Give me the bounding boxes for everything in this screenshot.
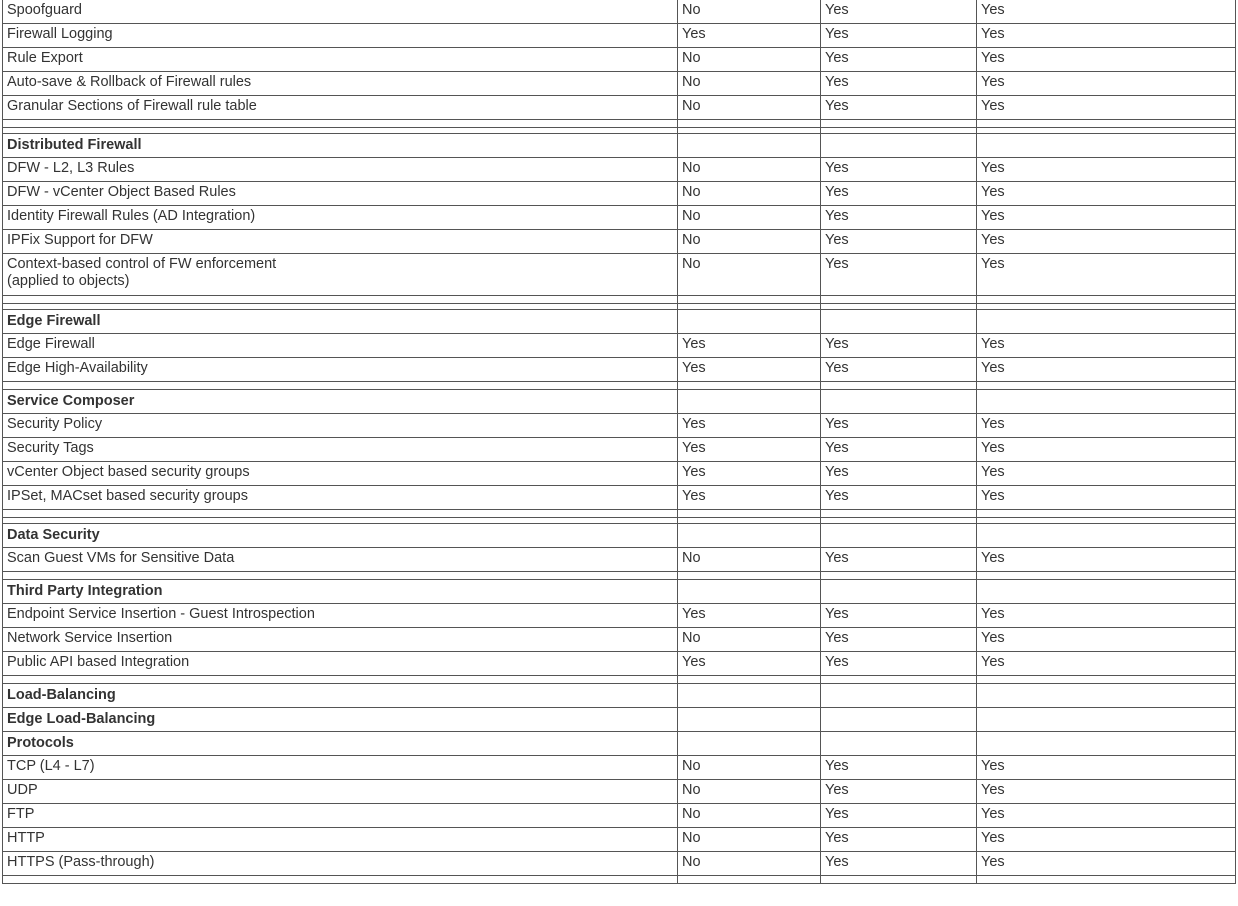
- enterprise-cell: [977, 134, 1236, 158]
- spacer-cell: [821, 676, 977, 684]
- standard-cell: [678, 580, 821, 604]
- advanced-cell: Yes: [821, 438, 977, 462]
- spacer-cell: [678, 296, 821, 304]
- spacer-cell: [821, 296, 977, 304]
- enterprise-cell: Yes: [977, 158, 1236, 182]
- advanced-cell: Yes: [821, 334, 977, 358]
- standard-cell: No: [678, 182, 821, 206]
- table-row: [3, 852, 1236, 876]
- spacer-cell: [678, 120, 821, 128]
- standard-cell: [678, 134, 821, 158]
- enterprise-cell: Yes: [977, 414, 1236, 438]
- standard-cell: No: [678, 96, 821, 120]
- enterprise-cell: [977, 310, 1236, 334]
- enterprise-cell: Yes: [977, 72, 1236, 96]
- advanced-cell: Yes: [821, 462, 977, 486]
- section-title-cell: Protocols: [3, 732, 678, 756]
- spacer-row: [3, 382, 1236, 390]
- spacer-cell: [977, 676, 1236, 684]
- enterprise-cell: Yes: [977, 24, 1236, 48]
- spacer-cell: [821, 876, 977, 884]
- standard-cell: No: [678, 628, 821, 652]
- advanced-cell: Yes: [821, 158, 977, 182]
- table-row: [3, 24, 1236, 48]
- table-row: [3, 206, 1236, 230]
- standard-cell: No: [678, 206, 821, 230]
- spacer-cell: [678, 382, 821, 390]
- feature-name-cell: IPSet, MACset based security groups: [3, 486, 678, 510]
- advanced-cell: Yes: [821, 628, 977, 652]
- standard-cell: No: [678, 828, 821, 852]
- feature-name-cell: Scan Guest VMs for Sensitive Data: [3, 548, 678, 572]
- spacer-cell: [977, 296, 1236, 304]
- table-row: [3, 414, 1236, 438]
- spacer-row: [3, 296, 1236, 304]
- feature-name-cell: Security Tags: [3, 438, 678, 462]
- enterprise-cell: Yes: [977, 828, 1236, 852]
- feature-name-cell: Identity Firewall Rules (AD Integration): [3, 206, 678, 230]
- spacer-cell: [3, 296, 678, 304]
- spacer-cell: [3, 572, 678, 580]
- standard-cell: Yes: [678, 358, 821, 382]
- advanced-cell: Yes: [821, 48, 977, 72]
- advanced-cell: Yes: [821, 230, 977, 254]
- advanced-cell: [821, 684, 977, 708]
- advanced-cell: Yes: [821, 0, 977, 24]
- spacer-cell: [821, 120, 977, 128]
- standard-cell: No: [678, 72, 821, 96]
- advanced-cell: Yes: [821, 780, 977, 804]
- feature-name-cell: Edge Firewall: [3, 334, 678, 358]
- section-header-row: [3, 708, 1236, 732]
- table-row: [3, 438, 1236, 462]
- spacer-cell: [678, 876, 821, 884]
- section-header-row: [3, 134, 1236, 158]
- spacer-cell: [678, 676, 821, 684]
- enterprise-cell: Yes: [977, 48, 1236, 72]
- section-title-cell: Edge Firewall: [3, 310, 678, 334]
- advanced-cell: Yes: [821, 604, 977, 628]
- enterprise-cell: Yes: [977, 486, 1236, 510]
- feature-name-cell: IPFix Support for DFW: [3, 230, 678, 254]
- table-row: [3, 804, 1236, 828]
- spacer-cell: [821, 510, 977, 518]
- standard-cell: No: [678, 158, 821, 182]
- enterprise-cell: [977, 524, 1236, 548]
- standard-cell: Yes: [678, 414, 821, 438]
- advanced-cell: Yes: [821, 414, 977, 438]
- enterprise-cell: [977, 390, 1236, 414]
- feature-name-cell: Public API based Integration: [3, 652, 678, 676]
- feature-name-cell: Network Service Insertion: [3, 628, 678, 652]
- table-row: [3, 96, 1236, 120]
- feature-name-cell: Auto-save & Rollback of Firewall rules: [3, 72, 678, 96]
- standard-cell: Yes: [678, 652, 821, 676]
- standard-cell: Yes: [678, 604, 821, 628]
- advanced-cell: Yes: [821, 206, 977, 230]
- standard-cell: No: [678, 548, 821, 572]
- advanced-cell: [821, 580, 977, 604]
- table-row: [3, 182, 1236, 206]
- standard-cell: [678, 708, 821, 732]
- enterprise-cell: Yes: [977, 0, 1236, 24]
- section-title-cell: Distributed Firewall: [3, 134, 678, 158]
- enterprise-cell: Yes: [977, 182, 1236, 206]
- spacer-cell: [977, 120, 1236, 128]
- advanced-cell: Yes: [821, 804, 977, 828]
- feature-name-cell: Granular Sections of Firewall rule table: [3, 96, 678, 120]
- standard-cell: No: [678, 756, 821, 780]
- table-row: [3, 756, 1236, 780]
- advanced-cell: Yes: [821, 96, 977, 120]
- standard-cell: [678, 310, 821, 334]
- enterprise-cell: Yes: [977, 254, 1236, 296]
- table-row: [3, 230, 1236, 254]
- enterprise-cell: Yes: [977, 780, 1236, 804]
- standard-cell: [678, 732, 821, 756]
- table-row: [3, 334, 1236, 358]
- enterprise-cell: Yes: [977, 852, 1236, 876]
- feature-comparison-table: [2, 0, 1236, 884]
- spacer-row: [3, 510, 1236, 518]
- enterprise-cell: Yes: [977, 628, 1236, 652]
- spacer-cell: [678, 572, 821, 580]
- spacer-cell: [977, 510, 1236, 518]
- spacer-row: [3, 676, 1236, 684]
- section-header-row: [3, 524, 1236, 548]
- table-row: [3, 0, 1236, 24]
- feature-name-cell: vCenter Object based security groups: [3, 462, 678, 486]
- table-row: [3, 462, 1236, 486]
- advanced-cell: [821, 134, 977, 158]
- spacer-row: [3, 572, 1236, 580]
- feature-name-cell: Edge High-Availability: [3, 358, 678, 382]
- feature-name-cell: Rule Export: [3, 48, 678, 72]
- enterprise-cell: Yes: [977, 334, 1236, 358]
- table-row: [3, 828, 1236, 852]
- spacer-cell: [678, 510, 821, 518]
- feature-name-cell: FTP: [3, 804, 678, 828]
- standard-cell: No: [678, 0, 821, 24]
- table-row: [3, 254, 1236, 296]
- table-row: [3, 652, 1236, 676]
- standard-cell: [678, 390, 821, 414]
- advanced-cell: Yes: [821, 254, 977, 296]
- standard-cell: Yes: [678, 24, 821, 48]
- enterprise-cell: Yes: [977, 438, 1236, 462]
- standard-cell: [678, 524, 821, 548]
- enterprise-cell: Yes: [977, 548, 1236, 572]
- table-row: [3, 604, 1236, 628]
- spacer-row: [3, 876, 1236, 884]
- enterprise-cell: Yes: [977, 206, 1236, 230]
- section-header-row: [3, 390, 1236, 414]
- feature-name-cell: Context-based control of FW enforcement (applied to objects): [3, 254, 678, 296]
- spacer-cell: [3, 676, 678, 684]
- standard-cell: [678, 684, 821, 708]
- advanced-cell: [821, 524, 977, 548]
- enterprise-cell: Yes: [977, 804, 1236, 828]
- enterprise-cell: [977, 580, 1236, 604]
- standard-cell: Yes: [678, 334, 821, 358]
- spacer-cell: [3, 382, 678, 390]
- advanced-cell: Yes: [821, 72, 977, 96]
- feature-name-cell: TCP (L4 - L7): [3, 756, 678, 780]
- feature-name-cell: Spoofguard: [3, 0, 678, 24]
- enterprise-cell: Yes: [977, 604, 1236, 628]
- advanced-cell: [821, 390, 977, 414]
- section-title-cell: Edge Load-Balancing: [3, 708, 678, 732]
- table-row: [3, 780, 1236, 804]
- spacer-cell: [977, 382, 1236, 390]
- advanced-cell: Yes: [821, 828, 977, 852]
- advanced-cell: Yes: [821, 486, 977, 510]
- advanced-cell: Yes: [821, 652, 977, 676]
- advanced-cell: [821, 708, 977, 732]
- feature-name-cell: Endpoint Service Insertion - Guest Introspection: [3, 604, 678, 628]
- advanced-cell: [821, 732, 977, 756]
- feature-name-cell: DFW - L2, L3 Rules: [3, 158, 678, 182]
- section-header-row: [3, 580, 1236, 604]
- spacer-cell: [821, 382, 977, 390]
- feature-name-cell: Security Policy: [3, 414, 678, 438]
- enterprise-cell: Yes: [977, 462, 1236, 486]
- enterprise-cell: [977, 732, 1236, 756]
- standard-cell: Yes: [678, 462, 821, 486]
- feature-name-cell: HTTP: [3, 828, 678, 852]
- table-row: [3, 158, 1236, 182]
- table-row: [3, 48, 1236, 72]
- section-title-cell: Data Security: [3, 524, 678, 548]
- table-row: [3, 628, 1236, 652]
- spacer-cell: [3, 120, 678, 128]
- table-body: [3, 0, 1236, 884]
- enterprise-cell: Yes: [977, 756, 1236, 780]
- spacer-cell: [3, 876, 678, 884]
- standard-cell: No: [678, 780, 821, 804]
- standard-cell: No: [678, 48, 821, 72]
- advanced-cell: [821, 310, 977, 334]
- spacer-cell: [3, 510, 678, 518]
- standard-cell: No: [678, 852, 821, 876]
- enterprise-cell: Yes: [977, 358, 1236, 382]
- table-row: [3, 72, 1236, 96]
- enterprise-cell: Yes: [977, 652, 1236, 676]
- spacer-row: [3, 120, 1236, 128]
- enterprise-cell: Yes: [977, 96, 1236, 120]
- spacer-cell: [977, 876, 1236, 884]
- feature-name-cell: UDP: [3, 780, 678, 804]
- standard-cell: Yes: [678, 486, 821, 510]
- standard-cell: No: [678, 230, 821, 254]
- enterprise-cell: [977, 684, 1236, 708]
- feature-name-cell: Firewall Logging: [3, 24, 678, 48]
- table-row: [3, 548, 1236, 572]
- advanced-cell: Yes: [821, 852, 977, 876]
- enterprise-cell: Yes: [977, 230, 1236, 254]
- section-title-cell: Third Party Integration: [3, 580, 678, 604]
- enterprise-cell: [977, 708, 1236, 732]
- standard-cell: No: [678, 804, 821, 828]
- spacer-cell: [977, 572, 1236, 580]
- standard-cell: No: [678, 254, 821, 296]
- feature-name-cell: HTTPS (Pass-through): [3, 852, 678, 876]
- table-row: [3, 358, 1236, 382]
- section-title-cell: Load-Balancing: [3, 684, 678, 708]
- table-row: [3, 486, 1236, 510]
- advanced-cell: Yes: [821, 182, 977, 206]
- standard-cell: Yes: [678, 438, 821, 462]
- advanced-cell: Yes: [821, 756, 977, 780]
- spacer-cell: [821, 572, 977, 580]
- section-header-row: [3, 732, 1236, 756]
- section-title-cell: Service Composer: [3, 390, 678, 414]
- advanced-cell: Yes: [821, 24, 977, 48]
- section-header-row: [3, 684, 1236, 708]
- advanced-cell: Yes: [821, 548, 977, 572]
- feature-name-cell: DFW - vCenter Object Based Rules: [3, 182, 678, 206]
- advanced-cell: Yes: [821, 358, 977, 382]
- section-header-row: [3, 310, 1236, 334]
